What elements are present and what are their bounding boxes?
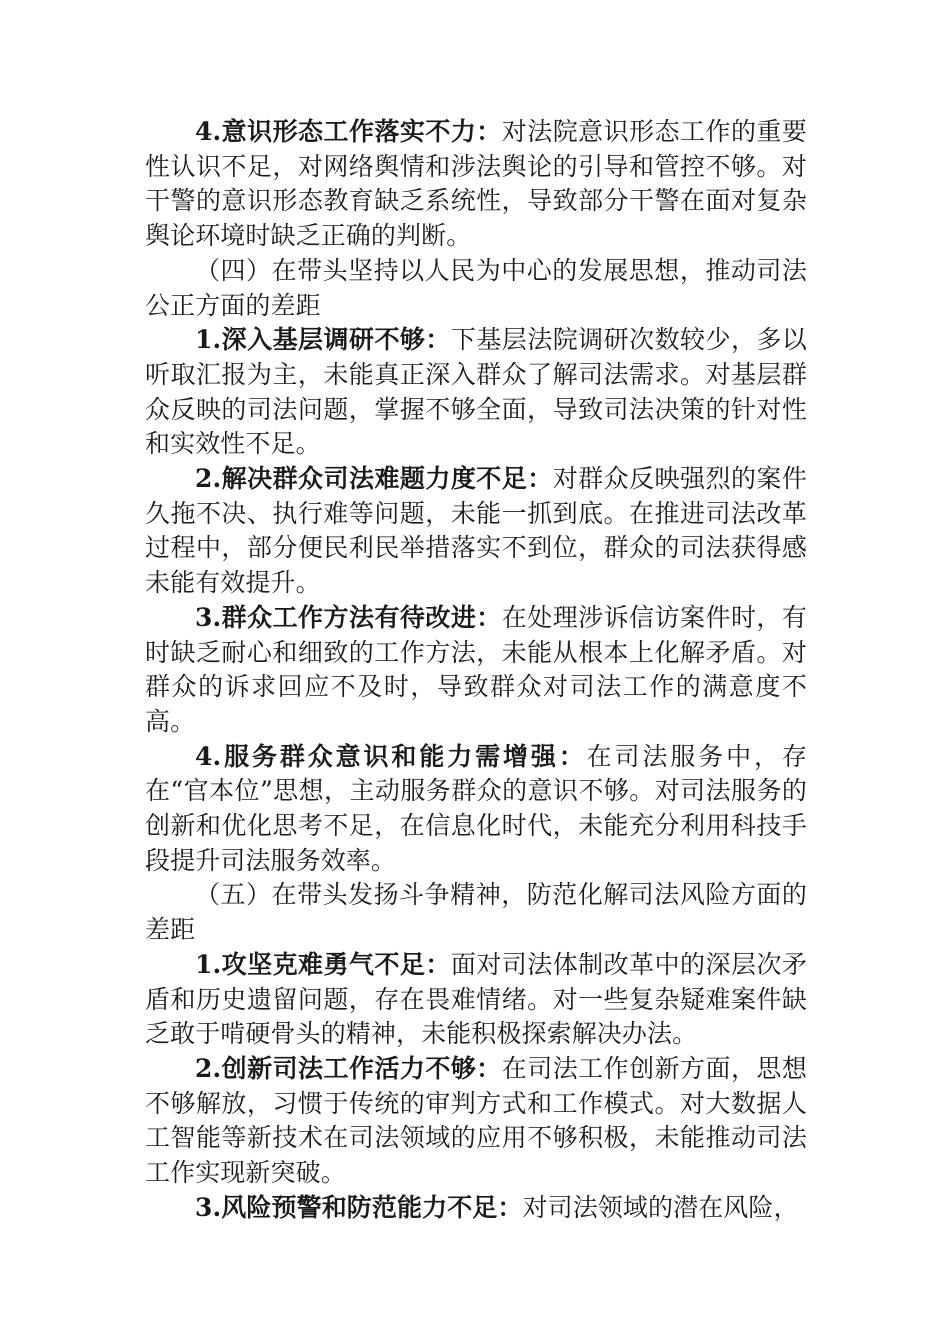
paragraph-item-4-service (145, 740, 807, 879)
paragraph-body: 下基层法院调研次数较少，多以听取汇报为主，未能真正深入群众了解司法需求。对基层群众反映的司法问题，掌握不够全面，导致司法决策的针对性和实效性不足。 (145, 325, 808, 459)
paragraph-body: 面对司法体制改革中的深层次矛盾和历史遗留问题，存在畏难情绪。对一些复杂疑难案件缺乏敢于啃硬骨头的精神，未能积极探索解决办法。 (145, 949, 808, 1049)
paragraph-body: 对法院意识形态工作的重要性认识不足，对网络舆情和涉法舆论的引导和管控不够。对干警的意识形态教育缺乏系统性，导致部分干警在面对复杂舆论环境时缺乏正确的判断。 (145, 117, 807, 251)
paragraph-body: 对群众反映强烈的案件久拖不决、执行难等问题，未能一抓到底。在推进司法改革过程中，部分便民利民举措落实不到位，群众的司法获得感未能有效提升。 (145, 464, 807, 598)
paragraph-item-2-judicial-problems (145, 462, 807, 601)
paragraph-heading: 3.群众工作方法有待改进： (195, 602, 502, 632)
paragraph-heading: 2.解决群众司法难题力度不足： (195, 464, 553, 494)
paragraph-heading: 3.风险预警和防范能力不足： (195, 1192, 523, 1222)
document-page (145, 115, 807, 1226)
paragraph-item-1-courage (145, 948, 807, 1052)
paragraph-body: 在司法工作创新方面，思想不够解放，习惯于传统的审判方式和工作模式。对大数据人工智能等新技术在司法领域的应用不够积极，未能推动司法工作实现新突破。 (145, 1053, 807, 1188)
paragraph-item-3-work-methods (145, 601, 807, 740)
paragraph-item-3-risk (145, 1191, 807, 1226)
paragraph-body: 对司法领域的潜在风险， (522, 1192, 799, 1222)
paragraph-item-1-grassroots (145, 323, 807, 462)
paragraph-heading: 1.攻坚克难勇气不足： (195, 949, 451, 979)
paragraph-item-2-innovation (145, 1052, 807, 1191)
paragraph-item-4-ideology (145, 115, 807, 254)
paragraph-body: 在司法服务中，存在“官本位”思想，主动服务群众的意识不够。对司法服务的创新和优化思考不足，在信息化时代，未能充分利用科技手段提升司法服务效率。 (145, 741, 807, 875)
section-heading-4 (145, 254, 807, 323)
paragraph-body: 在处理涉诉信访案件时，有时缺乏耐心和细致的工作方法，未能从根本上化解矛盾。对群众的诉求回应不及时，导致群众对司法工作的满意度不高。 (145, 602, 807, 736)
paragraph-heading: 4.服务群众意识和能力需增强： (195, 741, 587, 771)
section-heading-text: （五）在带头发扬斗争精神，防范化解司法风险方面的差距 (145, 880, 807, 945)
paragraph-heading: 1.深入基层调研不够： (195, 325, 451, 355)
section-heading-5 (145, 878, 807, 947)
paragraph-heading: 2.创新司法工作活力不够： (195, 1053, 502, 1083)
section-heading-text: （四）在带头坚持以人民为中心的发展思想，推动司法公正方面的差距 (145, 255, 807, 320)
paragraph-heading: 4.意识形态工作落实不力： (195, 117, 502, 146)
